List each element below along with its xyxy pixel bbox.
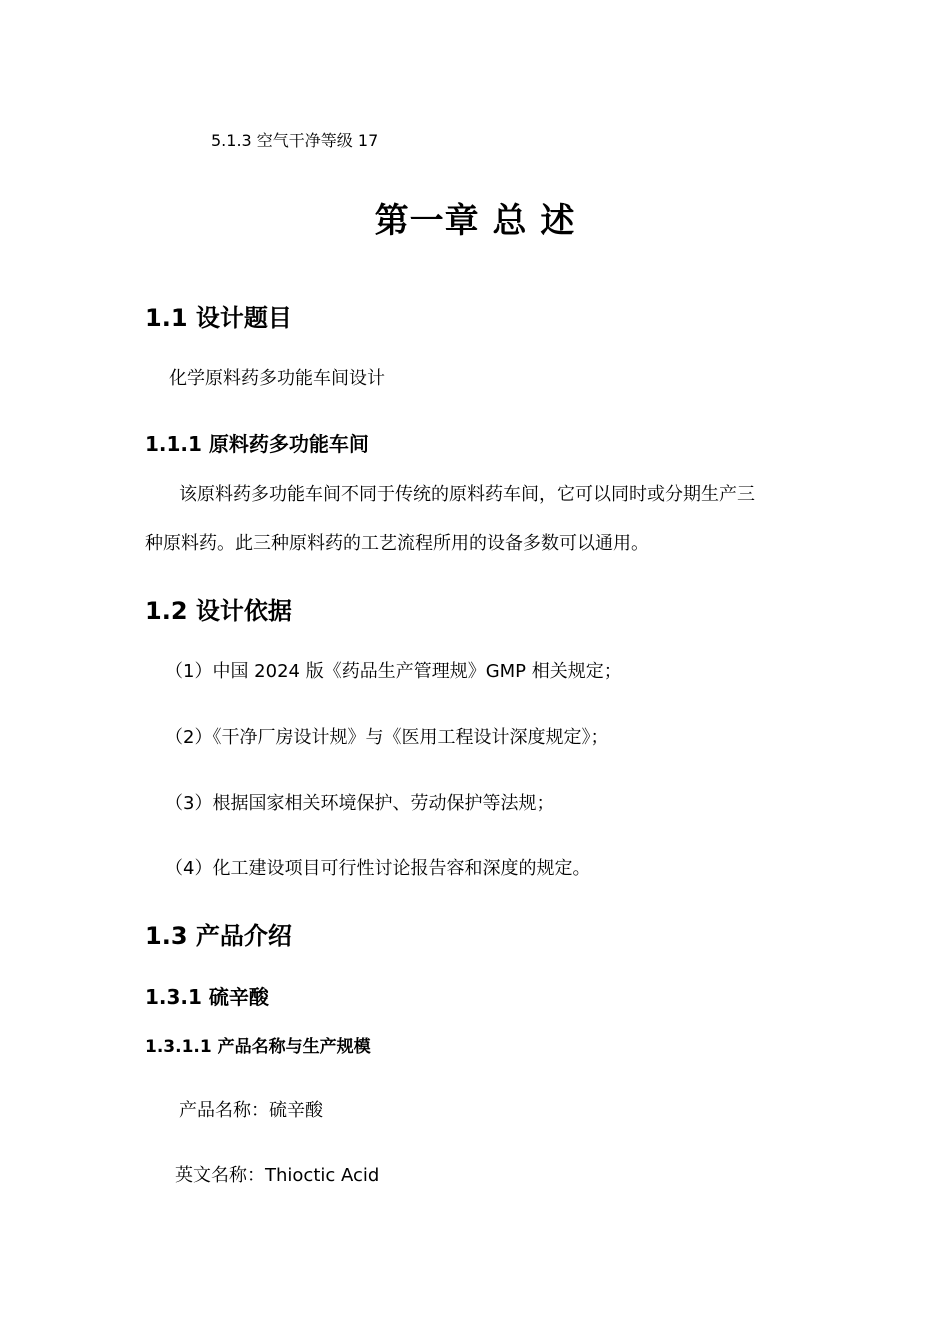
basis-item-3: （3）根据国家相关环境保护、劳动保护等法规； <box>165 793 555 814</box>
section-1-2-heading: 1.2 设计依据 <box>145 597 292 625</box>
section-1-1-text: 化学原料药多功能车间设计 <box>169 368 385 389</box>
toc-line: 5.1.3 空气干净等级 17 <box>211 131 379 150</box>
section-1-1-1-line1: 该原料药多功能车间不同于传统的原料药车间，它可以同时或分期生产三 <box>179 484 755 505</box>
section-1-3-1-heading: 1.3.1 硫辛酸 <box>145 985 269 1009</box>
product-name-cn: 产品名称：硫辛酸 <box>179 1100 323 1121</box>
basis-item-1: （1）中国 2024 版《药品生产管理规》GMP 相关规定； <box>165 661 622 682</box>
basis-item-2: （2）《干净厂房设计规》与《医用工程设计深度规定》； <box>165 727 609 748</box>
section-1-1-1-heading: 1.1.1 原料药多功能车间 <box>145 432 369 456</box>
basis-item-4: （4）化工建设项目可行性讨论报告容和深度的规定。 <box>165 858 591 879</box>
section-1-1-heading: 1.1 设计题目 <box>145 304 292 332</box>
product-name-en: 英文名称：Thioctic Acid <box>175 1165 380 1186</box>
section-1-3-1-1-heading: 1.3.1.1 产品名称与生产规模 <box>145 1037 371 1057</box>
section-1-3-heading: 1.3 产品介绍 <box>145 922 292 950</box>
chapter-title: 第一章 总 述 <box>374 201 576 241</box>
section-1-1-1-line2: 种原料药。此三种原料药的工艺流程所用的设备多数可以通用。 <box>145 533 649 554</box>
